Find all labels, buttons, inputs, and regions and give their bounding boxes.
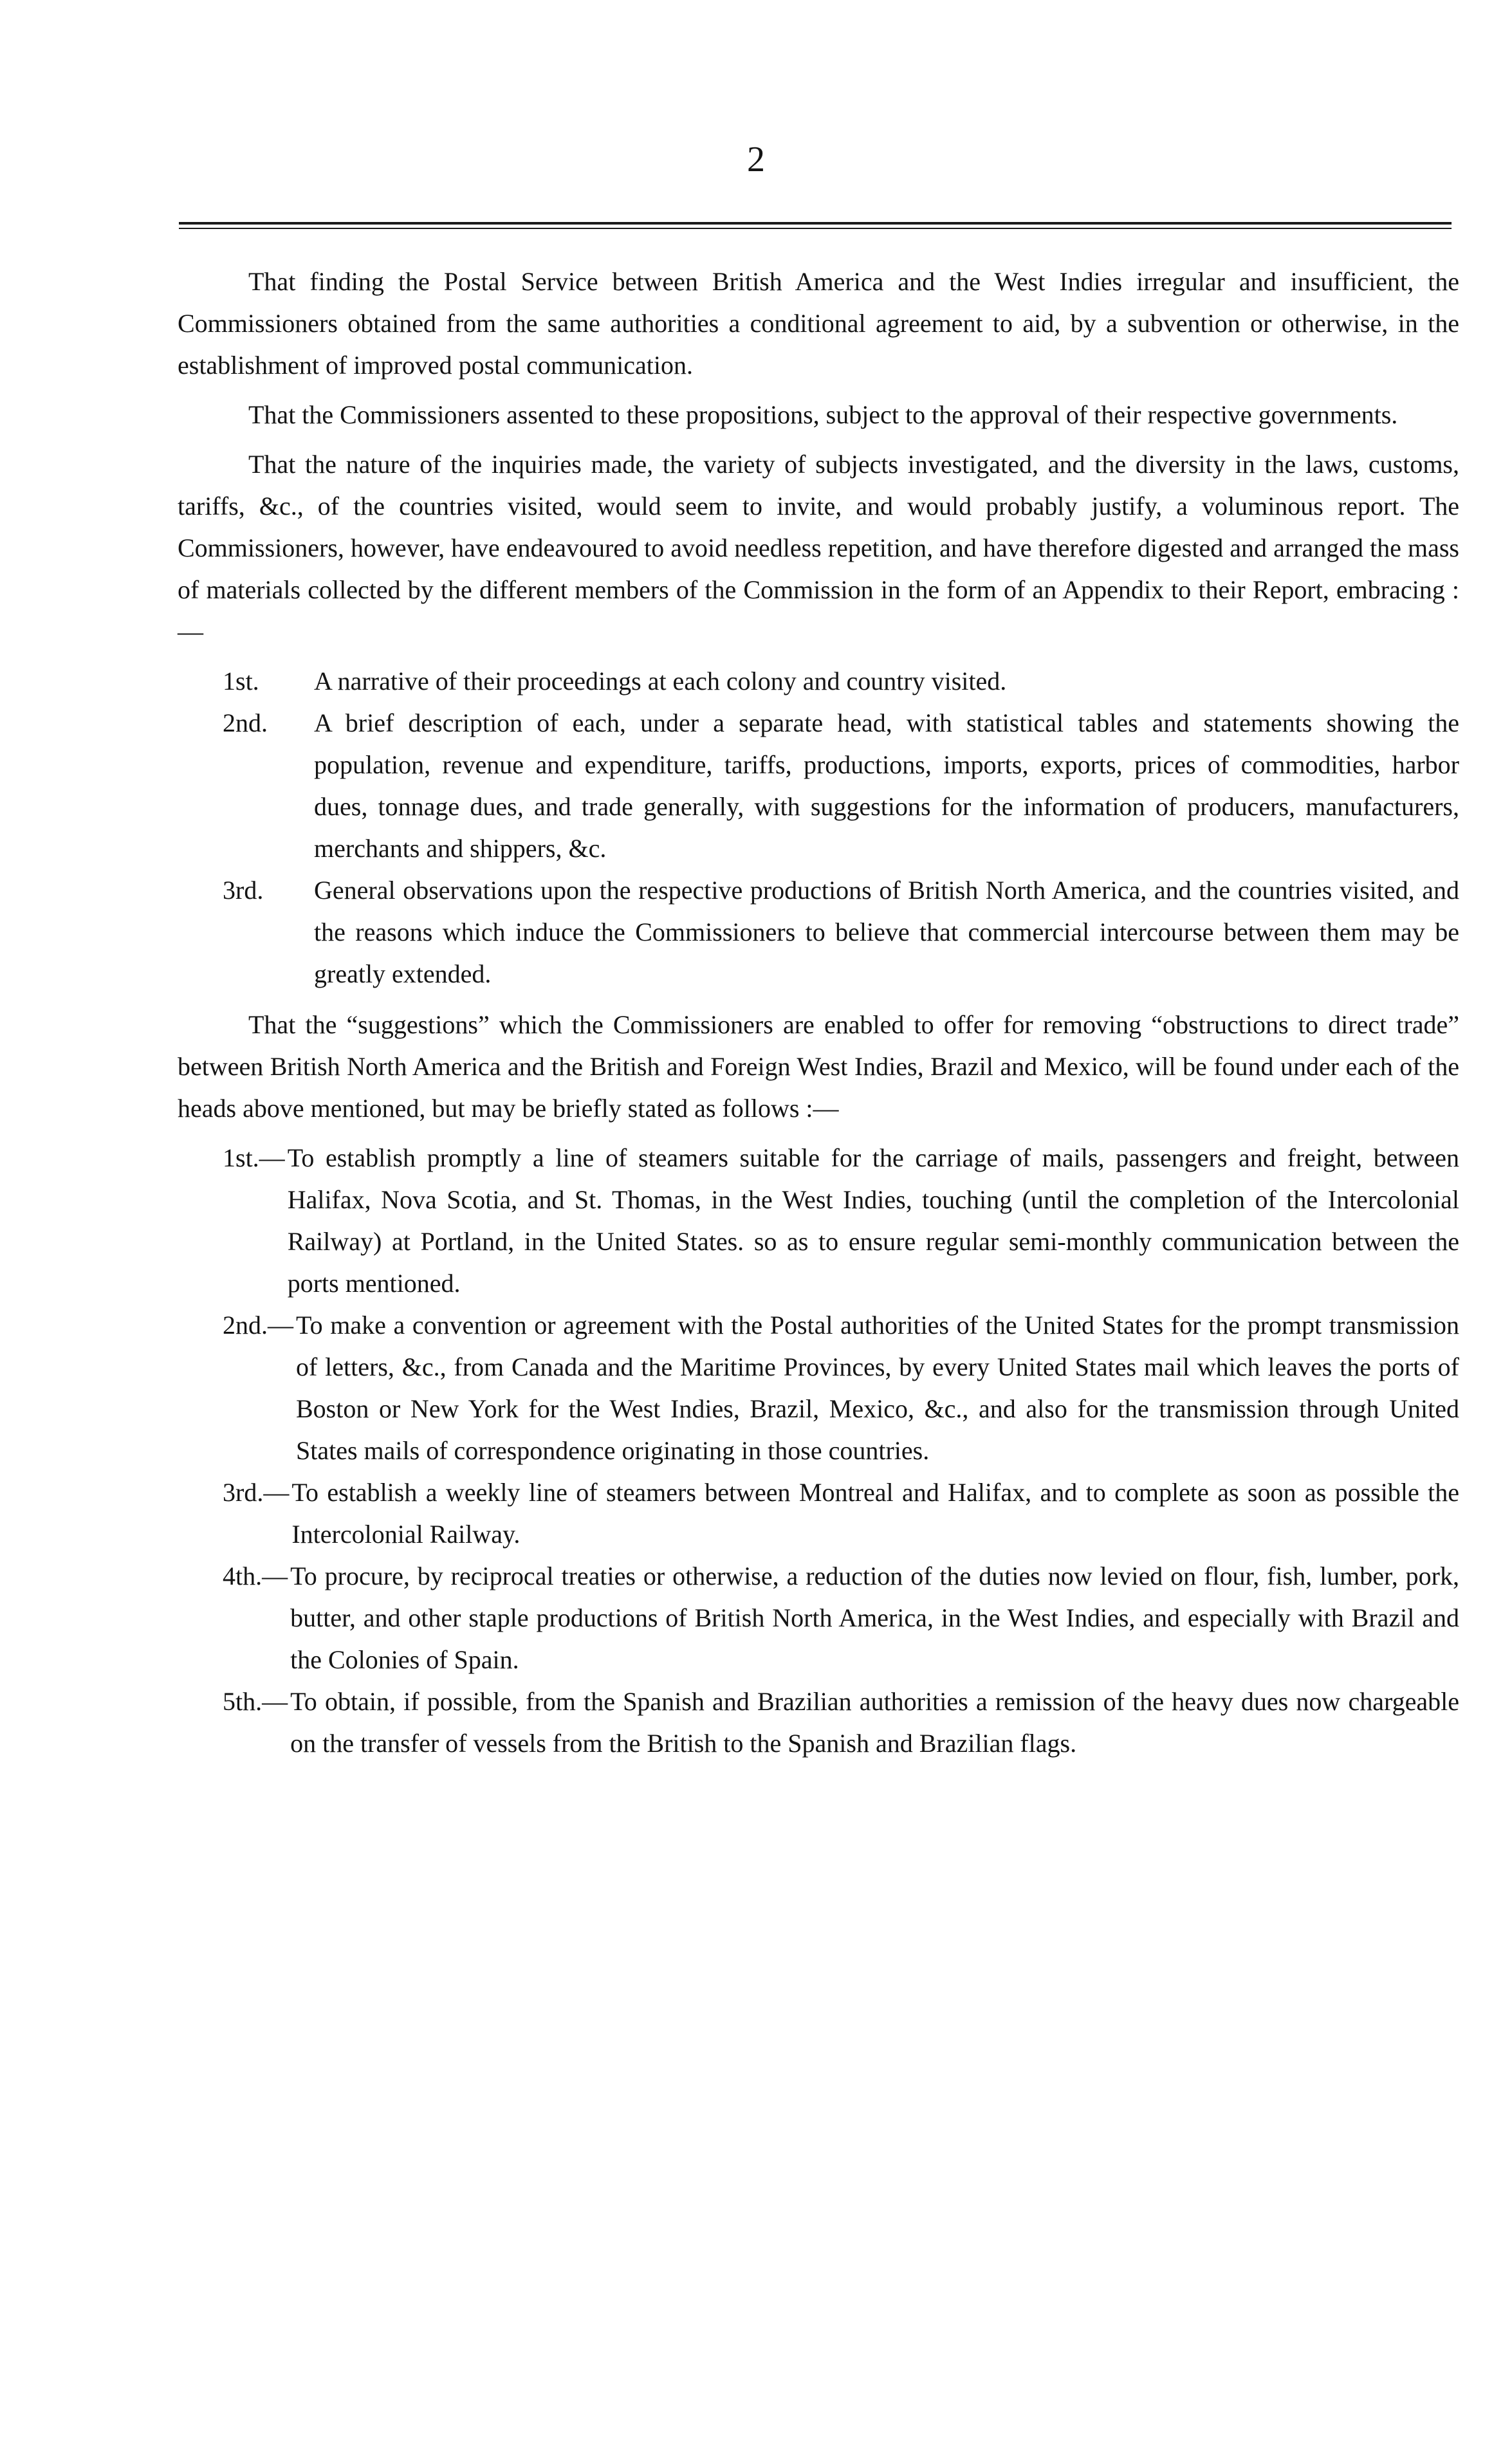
page-number: 2 xyxy=(747,140,765,180)
list-item-number: 2nd. xyxy=(223,708,268,737)
paragraph-suggestions: That the “suggestions” which the Commissioners are enabled to offer for removing “obstructions to direct trade” between British North America and the British and Foreign West Indies, Brazil and Mexico, will be found under each of the heads above mentioned, but may be briefly stated as follows :— xyxy=(178,1010,1459,1123)
list-item-text: To procure, by reciprocal treaties or otherwise, a reduction of the duties now levied on flour, fish, lumber, pork, butter, and other staple productions of British North America, in the West Indies, and especially with Brazil and the Colonies of Spain. xyxy=(290,1561,1459,1674)
list-item-text: To establish promptly a line of steamers suitable for the carriage of mails, passengers and freight, between Halifax, Nova Scotia, and St. Thomas, in the West Indies, touching (until the completion of the Intercolonial Railway) at Portland, in the United States. so as to ensure regular semi-monthly communication between the ports mentioned. xyxy=(287,1143,1459,1298)
list-item xyxy=(178,1137,1459,1304)
list-item-number: 5th.— xyxy=(223,1687,288,1716)
list-item xyxy=(178,869,1459,995)
document-body xyxy=(178,261,1459,1773)
list-item xyxy=(178,702,1459,869)
paragraph-commissioners-assented: That the Commissioners assented to these propositions, subject to the approval of their respective governments. xyxy=(248,400,1398,429)
list-item-number: 4th.— xyxy=(223,1561,288,1590)
list-item-number: 1st.— xyxy=(223,1143,285,1172)
appendix-list xyxy=(178,660,1459,995)
list-item-text: A brief description of each, under a separate head, with statistical tables and statements showing the population, revenue and expenditure, tariffs, productions, imports, exports, prices of commodities, harbor dues, tonnage dues, and trade generally, with suggestions for the information of producers, manufacturers, merchants and shippers, &c. xyxy=(314,708,1459,863)
list-item-text: A narrative of their proceedings at each colony and country visited. xyxy=(314,667,1007,695)
list-item-number: 3rd. xyxy=(223,876,264,905)
suggestions-list xyxy=(178,1137,1459,1764)
list-item-text: To establish a weekly line of steamers between Montreal and Halifax, and to complete as soon as possible the Intercolonial Railway. xyxy=(291,1478,1459,1549)
list-item-text: General observations upon the respective productions of British North America, and the countries visited, and the reasons which induce the Commissioners to believe that commercial intercourse between them may be greatly extended. xyxy=(314,876,1459,988)
list-item xyxy=(178,1555,1459,1681)
header-rule xyxy=(179,222,1452,225)
list-item-number: 2nd.— xyxy=(223,1311,293,1340)
list-item-number: 1st. xyxy=(223,667,259,695)
list-item xyxy=(178,1681,1459,1764)
paragraph-nature-of-inquiries: That the nature of the inquiries made, the variety of subjects investigated, and the diversity in the laws, customs, tariffs, &c., of the countries visited, would seem to invite, and would probably justify, a voluminous report. The Commissioners, however, have endeavoured to avoid needless repetition, and have therefore digested and arranged the mass of materials collected by the different members of the Commission in the form of an Appendix to their Report, embracing :— xyxy=(178,450,1459,646)
list-item xyxy=(178,660,1459,702)
header-rule-thin xyxy=(179,228,1452,229)
list-item-text: To obtain, if possible, from the Spanish and Brazilian authorities a remission of the heavy dues now chargeable on the transfer of vessels from the British to the Spanish and Brazilian flags. xyxy=(290,1687,1459,1758)
list-item xyxy=(178,1471,1459,1555)
list-item-text: To make a convention or agreement with the Postal authorities of the United States for the prompt transmission of letters, &c., from Canada and the Maritime Provinces, by every United States mail which leaves the ports of Boston or New York for the West Indies, Brazil, Mexico, &c., and also for the transmission through United States mails of correspondence originating in those countries. xyxy=(296,1311,1459,1465)
paragraph-postal-service: That finding the Postal Service between British America and the West Indies irregular and insufficient, the Commissioners obtained from the same authorities a conditional agreement to aid, by a subvention or otherwise, in the establishment of improved postal communication. xyxy=(178,267,1459,380)
list-item-number: 3rd.— xyxy=(223,1478,290,1507)
list-item xyxy=(178,1304,1459,1471)
